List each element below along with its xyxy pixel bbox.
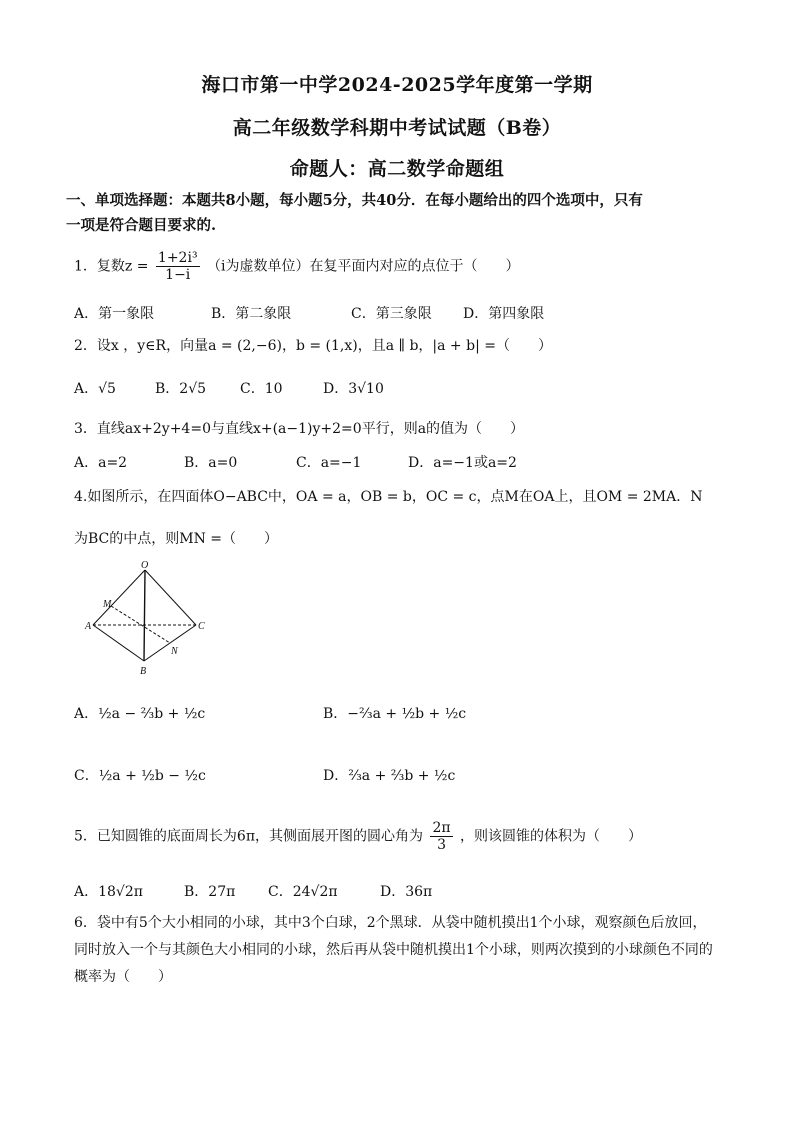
q2-option-d: D．3√10	[323, 381, 384, 397]
q2-option-a: A．√5	[74, 381, 116, 397]
exam-author-line: 命题人：高二数学命题组	[289, 158, 505, 180]
label-C: C	[198, 621, 205, 632]
label-A: A	[85, 621, 92, 632]
question-1-suffix: （i为虚数单位）在复平面内对应的点位于（ ）	[207, 258, 520, 275]
q3-option-a: A．a=2	[74, 455, 128, 471]
question-6-line2: 同时放入一个与其颜色大小相同的小球，然后再从袋中随机摸出1个小球，则两次摸到的小球颜色不同的	[74, 942, 713, 958]
question-2: 2．设x ，y∈R，向量a = (2,−6)，b = (1,x)，且a ∥ b，|a + b| =（ ）	[74, 338, 552, 354]
q3-option-d: D．a=−1或a=2	[408, 455, 517, 471]
question-1-prefix: 1．复数z =	[74, 258, 149, 275]
q5-option-c: C．24√2π	[268, 884, 338, 900]
question-4-line1: 4.如图所示，在四面体O−ABC中，OA = a，OB = b，OC = c，点M在OA上，且OM = 2MA．N	[74, 489, 703, 505]
question-5-suffix: ，则该圆锥的体积为（ ）	[460, 828, 643, 845]
question-1-denominator: 1−i	[165, 267, 191, 284]
q1-option-b: B．第二象限	[211, 306, 292, 322]
question-5	[74, 820, 642, 853]
q1-option-a: A．第一象限	[74, 306, 155, 322]
q5-option-b: B．27π	[184, 884, 236, 900]
question-6-line1: 6．袋中有5个大小相同的小球，其中3个白球，2个黑球．从袋中随机摸出1个小球，观察颜色后放回，	[74, 915, 707, 931]
q2-option-c: C．10	[240, 381, 283, 397]
question-5-numerator: 2π	[432, 820, 451, 836]
tetrahedron-figure	[84, 560, 214, 680]
q4-option-b: B．−⅔a + ½b + ½c	[323, 706, 467, 722]
q1-option-d: D．第四象限	[463, 306, 545, 322]
edge-OC	[145, 570, 196, 625]
label-B: B	[140, 666, 147, 677]
question-4-line2: 为BC的中点，则MN =（ ）	[74, 531, 279, 547]
label-O: O	[141, 560, 149, 571]
section-instruction-line2: 一项是符合题目要求的.	[66, 217, 217, 234]
question-1-numerator: 1+2i³	[157, 250, 198, 266]
q3-option-b: B．a=0	[184, 455, 238, 471]
question-3: 3．直线ax+2y+4=0与直线x+(a−1)y+2=0平行，则a的值为（ ）	[74, 421, 525, 437]
q2-option-b: B．2√5	[155, 381, 207, 397]
q5-option-a: A．18√2π	[74, 884, 143, 900]
q3-option-c: C．a=−1	[296, 455, 362, 471]
question-1-fraction	[156, 250, 200, 283]
section-instruction-line1: 一、单项选择题：本题共8小题，每小题5分，共40分．在每小题给出的四个选项中，只有	[66, 192, 643, 209]
edge-OB	[144, 570, 145, 661]
question-6-line3: 概率为（ ）	[74, 969, 172, 985]
q4-option-a: A．½a − ⅔b + ½c	[74, 706, 206, 722]
q1-option-c: C．第三象限	[351, 306, 432, 322]
question-5-fraction	[430, 820, 452, 853]
q4-option-c: C．½a + ½b − ½c	[74, 768, 206, 784]
question-1	[74, 250, 520, 283]
edge-OA	[93, 570, 145, 625]
exam-subject-title: 高二年级数学科期中考试试题（B卷）	[232, 117, 562, 139]
label-N: N	[171, 646, 178, 657]
q4-option-d: D．⅔a + ⅔b + ½c	[323, 768, 456, 784]
question-5-prefix: 5．已知圆锥的底面周长为6π，其侧面展开图的圆心角为	[74, 828, 424, 845]
label-M: M	[103, 599, 112, 610]
exam-school-title: 海口市第一中学2024-2025学年度第一学期	[201, 74, 593, 96]
question-5-denominator: 3	[437, 837, 446, 854]
edge-AB	[93, 625, 144, 661]
q5-option-d: D．36π	[380, 884, 433, 900]
